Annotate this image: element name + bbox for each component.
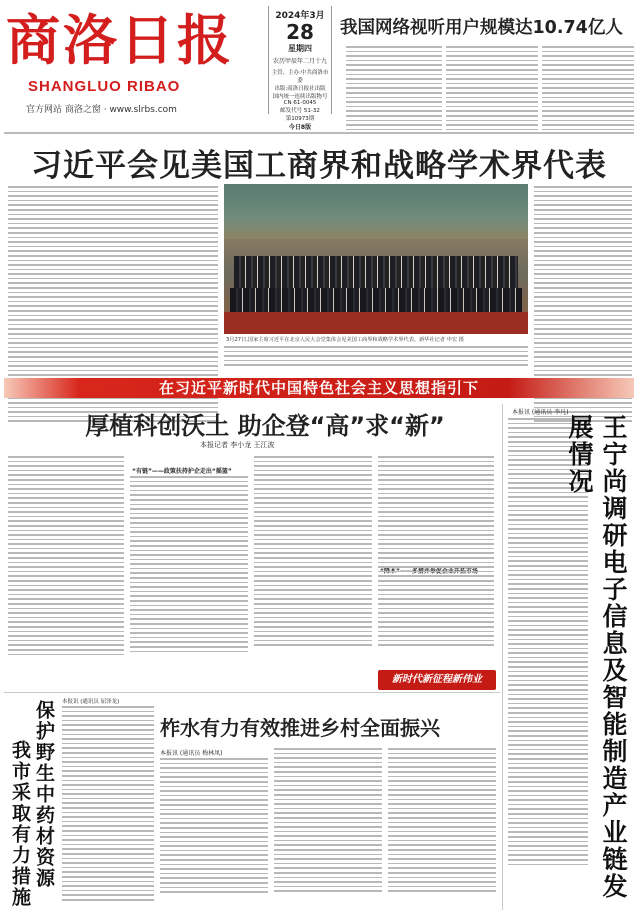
- info-line-5: 第10973期: [285, 116, 315, 122]
- story2-col4: [378, 456, 494, 649]
- theme-banner-text: 在习近平新时代中国特色社会主义思想指引下: [158, 379, 479, 397]
- story2-subhead-1: “有链”——政策扶持护企走出“摇篮”: [132, 468, 232, 475]
- story3-byline: 本报讯 (通讯员 梅林凤): [160, 750, 223, 757]
- right-column-divider: [502, 404, 503, 910]
- info-line-6: 今日8版: [288, 124, 312, 131]
- info-line-0: 主管、主办:中共商洛市委: [271, 70, 329, 84]
- top-story-col1: [346, 46, 442, 133]
- left-story-byline: 本报讯 (通讯员 屈泽龙): [62, 699, 120, 705]
- newspaper-logo: 商洛日报: [6, 8, 234, 72]
- info-line-1: 出版:商洛日报社出版: [274, 86, 326, 92]
- story2-col2: [130, 476, 248, 655]
- date-box: [268, 6, 332, 131]
- masthead-rule: [4, 132, 634, 134]
- left-story-headline-2[interactable]: 保护野生中药材资源: [33, 700, 55, 889]
- story3-col3: [388, 748, 496, 895]
- right-byline: 本报讯 (通讯员 李凡): [512, 409, 569, 416]
- main-headline[interactable]: 习近平会见美国工商界和战略学术界代表: [31, 148, 607, 184]
- info-line-2: 国内统一连续出版物号: [272, 94, 328, 100]
- info-line-4: 邮发代号 51-32: [280, 108, 320, 114]
- story2-col1: [8, 456, 124, 658]
- story3-col2: [274, 748, 382, 895]
- main-story-col-mid: [224, 346, 528, 369]
- bottom-divider: [4, 692, 500, 693]
- story2-headline[interactable]: 厚植科创沃土 助企登“高”求“新”: [85, 412, 445, 440]
- story3-headline[interactable]: 柞水有力有效推进乡村全面振兴: [160, 716, 440, 740]
- photo-caption: 3月27日,国家主席习近平在北京人民大会堂集体会见美国工商界和战略学术界代表。新华社记者 申宏 摄: [226, 337, 464, 343]
- top-story-col2: [446, 46, 538, 133]
- left-story-text: [62, 706, 154, 904]
- theme-banner: [4, 378, 634, 398]
- right-headline[interactable]: 王宁尚调研电子信息及智能制造产业链发展情况: [565, 414, 628, 900]
- story2-col3: [254, 456, 372, 649]
- series-badge-text: 新时代新征程新伟业: [392, 674, 482, 685]
- issue-lunar: 农历甲辰年二月十九: [272, 58, 327, 65]
- issue-day: 28: [286, 20, 314, 44]
- series-badge: [378, 670, 496, 690]
- top-story-col3: [542, 46, 634, 133]
- story2-byline: 本报记者 李小龙 王江波: [200, 441, 275, 449]
- website-line[interactable]: 官方网站 商洛之窗 · www.slrbs.com: [26, 105, 177, 115]
- top-story-headline[interactable]: 我国网络视听用户规模达10.74亿人: [340, 18, 623, 38]
- story3-col1: [160, 758, 268, 896]
- issue-date: 2024年3月: [275, 11, 325, 21]
- left-story-headline[interactable]: 我市采取有力措施: [9, 740, 31, 908]
- main-photo[interactable]: [224, 184, 528, 334]
- issue-weekday: 星期四: [288, 44, 312, 53]
- newspaper-pinyin: SHANGLUO RIBAO: [28, 78, 181, 95]
- info-line-3: CN 61-0045: [283, 100, 317, 106]
